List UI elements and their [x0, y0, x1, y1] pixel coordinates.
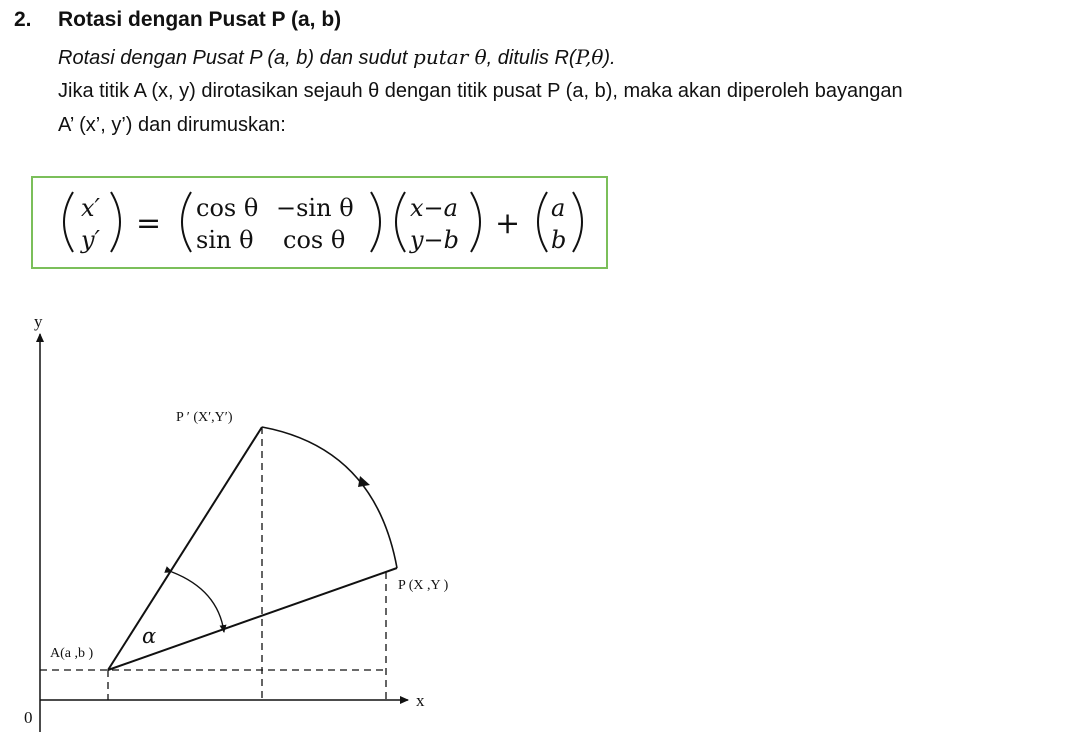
angle-arc [172, 572, 224, 632]
rotation-formula [33, 178, 606, 267]
paren-right [111, 192, 120, 252]
formula-box [31, 176, 608, 269]
equals-sign: = [136, 206, 162, 241]
point-p-label: P (X ,Y ) [398, 578, 449, 593]
matrix-cell-21: sin θ [196, 226, 254, 254]
origin-label: 0 [24, 708, 33, 727]
angle-alpha-label: α [142, 624, 157, 648]
rotation-diagram [0, 300, 480, 738]
definition-line [58, 45, 616, 70]
paren-left [538, 192, 547, 252]
section-heading [14, 8, 341, 32]
matrix-cell-12: −sin θ [276, 194, 354, 222]
ray-to-p [108, 568, 397, 670]
point-p-prime-label: P ′ (X′,Y′) [176, 410, 233, 425]
section-number: 2. [14, 8, 32, 31]
paren-right [471, 192, 480, 252]
x-axis-label: x [416, 691, 425, 710]
paren-right [371, 192, 380, 252]
lhs-bottom: y′ [81, 226, 101, 254]
definition-text-e: ). [603, 47, 616, 69]
paren-right [573, 192, 582, 252]
definition-text-d: P,θ [575, 45, 604, 69]
matrix-cell-11: cos θ [196, 194, 259, 222]
explanation-line-2: A’ (x’, y’) dan dirumuskan: [58, 114, 286, 136]
translation-top: a [551, 194, 566, 222]
definition-text-a: Rotasi dengan Pusat P (a, b) dan sudut [58, 47, 414, 69]
rotation-arc [262, 427, 397, 568]
point-a-label: A(a ,b ) [50, 646, 94, 661]
plus-sign: + [495, 206, 521, 241]
rotation-arc-arrow [358, 476, 370, 487]
y-axis-label: y [34, 312, 43, 331]
vector-bottom: y−b [410, 226, 460, 254]
definition-text-c: , ditulis R( [486, 47, 576, 69]
paren-left [396, 192, 405, 252]
paren-left [182, 192, 191, 252]
explanation-line-1: Jika titik A (x, y) dirotasikan sejauh θ dengan titik pusat P (a, b), maka akan diperoleh bayangan [58, 80, 903, 102]
definition-text-b: putar θ [413, 45, 487, 69]
ray-to-p-prime [108, 427, 262, 670]
lhs-top: x′ [81, 194, 100, 222]
paren-left [64, 192, 73, 252]
matrix-cell-22: cos θ [283, 226, 346, 254]
section-title: Rotasi dengan Pusat P (a, b) [58, 8, 342, 31]
translation-bottom: b [551, 226, 567, 254]
vector-top: x−a [410, 194, 458, 222]
